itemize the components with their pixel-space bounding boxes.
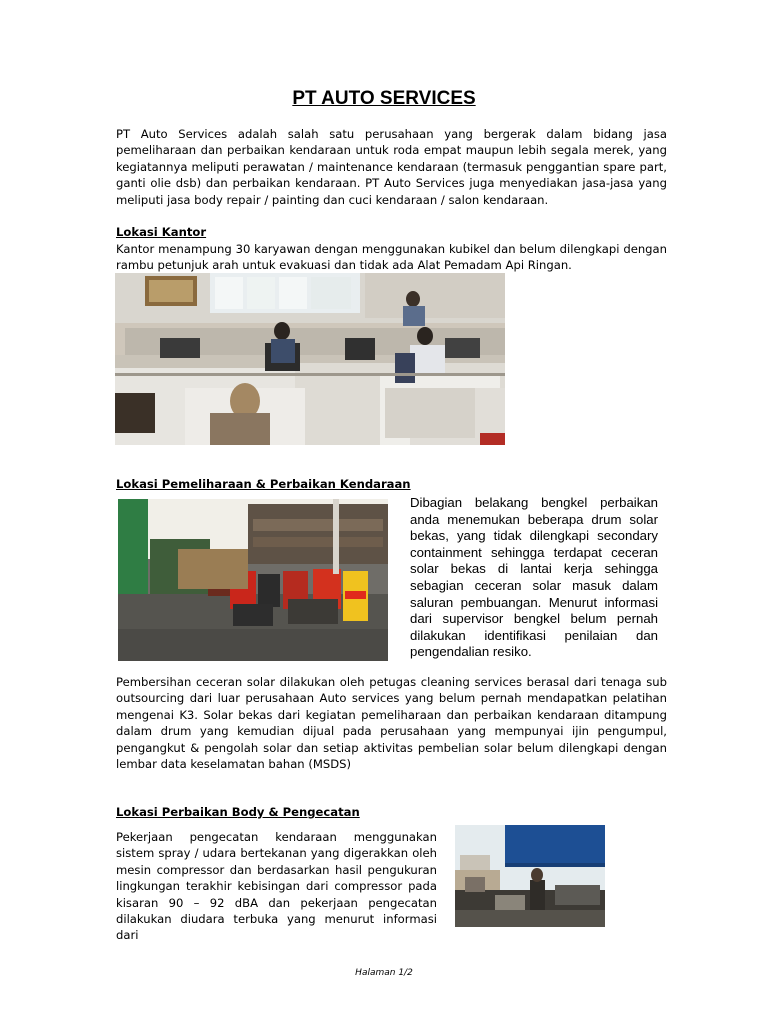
page-footer: Halaman 1/2 (355, 968, 413, 978)
section-heading-office: Lokasi Kantor (116, 225, 207, 239)
intro-paragraph: PT Auto Services adalah salah satu perusahaan yang bergerak dalam bidang jasa pemeliharaan dan perbaikan kendaraan untuk roda empat maupun lebih segala merek, yang kegiatannya meliputi perawatan / maintenance kendaraan (termasuk penggantian spare part, ganti olie dsb) dan perbaikan kendaraan. PT Auto Services juga menyediakan jasa-jasa yang meliputi jasa body repair / painting dan cuci kendaraan / salon kendaraan. (116, 127, 667, 207)
section-text-painting: Pekerjaan pengecatan kendaraan menggunakan sistem spray / udara bertekanan yang digerakkan oleh mesin compressor dan berdasarkan hasil pengukuran lingkungan terakhir kebisingan dari compressor pada kisaran 90 – 92 dBA dan pekerjaan pengecatan dilakukan diudara terbuka yang menurut informasi dari (116, 830, 437, 943)
section-heading-workshop: Lokasi Pemeliharaan & Perbaikan Kendaraan (116, 477, 411, 491)
painting-area-photo (455, 825, 605, 927)
section-text-workshop: Pembersihan ceceran solar dilakukan oleh petugas cleaning services berasal dari tenaga sub outsourcing dari luar perusahaan Auto services yang belum pernah mendapatkan pelatihan mengenai K3. Solar bekas dari kegiatan pemeliharaan dan perbaikan kendaraan ditampung dalam drum yang kemudian dijual pada perusahaan yang mempunyai ijin pengumpul, pengangkut & pengolah solar dan setiap aktivitas pembelian solar belum dilengkapi dengan lembar data keselamatan bahan (MSDS) (116, 675, 667, 772)
workshop-drums-photo (118, 499, 388, 661)
section-side-text-workshop: Dibagian belakang bengkel perbaikan anda menemukan beberapa drum solar bekas, yang tidak dilengkapi secondary containment sehingga terdapat ceceran solar bekas di lantai kerja sehingga sebagian ceceran solar masuk dalam saluran pembuangan. Menurut informasi dari supervisor bengkel belum pernah dilakukan identifikasi penilaian dan pengendalian resiko. (410, 495, 658, 660)
document-title: PT AUTO SERVICES (292, 88, 476, 109)
office-photo (115, 273, 505, 445)
section-text-office: Kantor menampung 30 karyawan dengan menggunakan kubikel dan belum dilengkapi dengan rambu petunjuk arah untuk evakuasi dan tidak ada Alat Pemadam Api Ringan. (116, 242, 667, 273)
section-heading-painting: Lokasi Perbaikan Body & Pengecatan (116, 805, 360, 819)
